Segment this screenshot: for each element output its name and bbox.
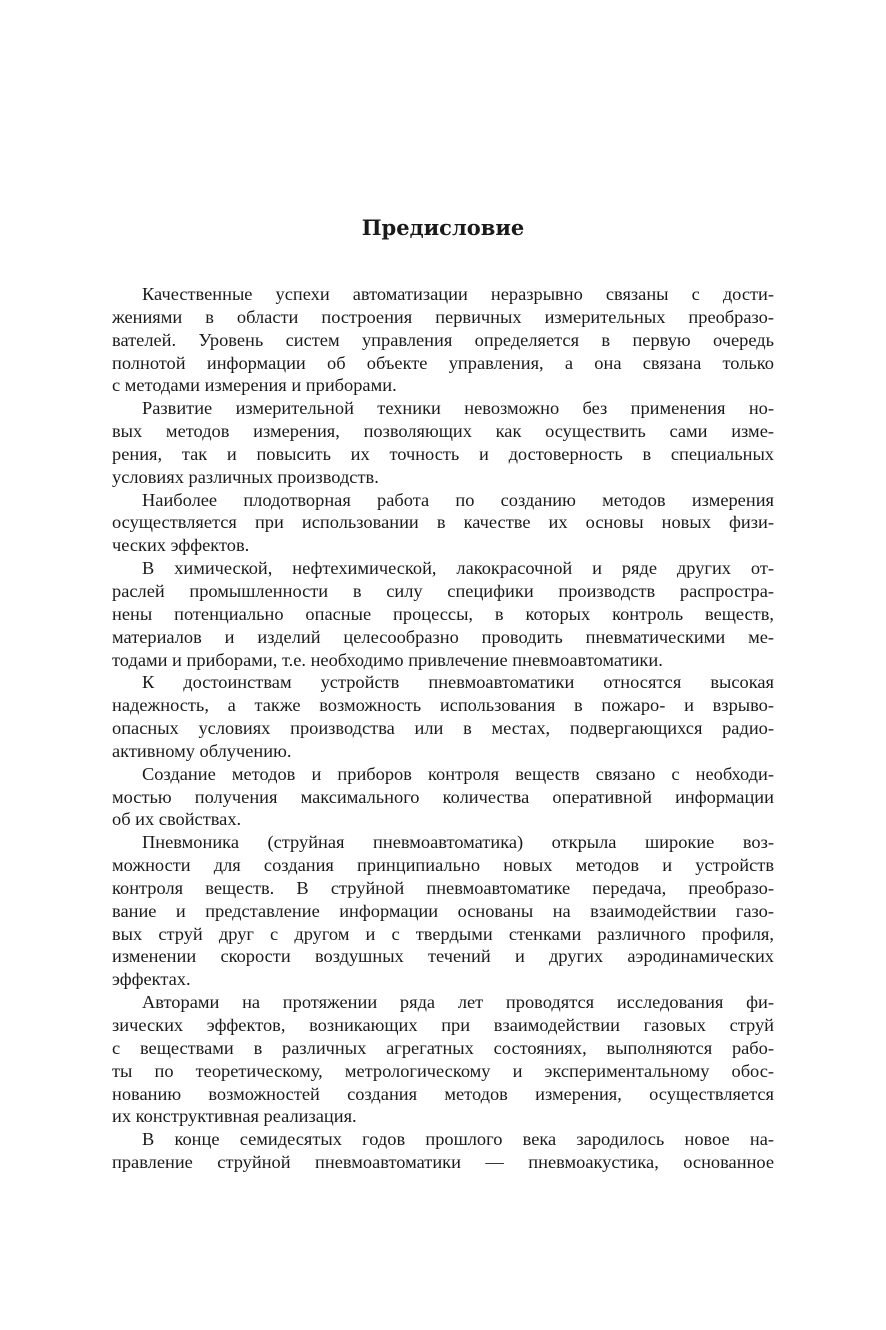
text-line: Развитие измерительной техники невозможно без применения но- [142,398,774,419]
text-line: изменении скорости воздушных течений и других аэродинамических [112,946,774,967]
text-line: материалов и изделий целесообразно проводить пневматическими ме- [112,626,774,647]
text-line: Авторами на протяжении ряда лет проводятся исследования фи- [142,992,774,1013]
text-line: мостью получения максимального количества оперативной информации [112,786,774,807]
text-line: вых методов измерения, позволяющих как осуществить сами изме- [112,421,774,442]
text-line: с методами измерения и приборами. [112,375,397,396]
text-line: зических эффектов, возникающих при взаимодействии газовых струй [112,1015,774,1035]
paragraph [112,991,774,1128]
text-line: их конструктивная реализация. [112,1106,357,1127]
page-title: Предисловие [361,215,525,240]
paragraph [112,1128,774,1174]
paragraph [112,283,774,397]
text-line: тодами и приборами, т.е. необходимо привлечение пневмоавтоматики. [112,649,663,670]
text-line: ты по теоретическому, метрологическому и экспериментальному обос- [112,1060,774,1081]
text-line: вание и представление информации основаны на взаимодействии газо- [112,900,774,921]
text-line: нены потенциально опасные процессы, в которых контроль веществ, [112,603,774,624]
text-line: правление струйной пневмоавтоматики — пневмоакустика, основанное [112,1152,774,1173]
text-line: Качественные успехи автоматизации неразрывно связаны с дости- [142,284,774,304]
paragraph [112,557,774,671]
text-line: рения, так и повысить их точность и достоверность в специальных [112,443,774,464]
text-line: вателей. Уровень систем управления определяется в первую очередь [112,329,774,350]
text-line: ческих эффектов. [112,535,250,556]
text-line: активному облучению. [112,740,292,761]
text-line: раслей промышленности в силу специфики производств распростра- [112,580,774,601]
text-line: В конце семидесятых годов прошлого века зародилось новое на- [142,1129,774,1150]
text-line: Наиболее плодотворная работа по созданию методов измерения [142,489,774,510]
text-line: Создание методов и приборов контроля веществ связано с необходи- [142,763,774,784]
text-line: полнотой информации об объекте управления, а она связана только [112,352,774,373]
text-line: об их свойствах. [112,809,242,830]
paragraph [112,397,774,488]
paragraph [112,831,774,991]
page [112,210,774,1174]
text-line: условиях различных производств. [112,466,379,487]
text-line: осуществляется при использовании в качестве их основы новых физи- [112,512,774,533]
paragraph [112,671,774,762]
text-line: надежность, а также возможность использования в пожаро- и взрыво- [112,695,774,716]
text-line: с веществами в различных агрегатных состояниях, выполняются рабо- [112,1037,774,1058]
text-line: Пневмоника (струйная пневмоавтоматика) открыла широкие воз- [142,832,774,853]
text-line: контроля веществ. В струйной пневмоавтоматике передача, преобразо- [112,877,774,898]
text-line: К достоинствам устройств пневмоавтоматики относятся высокая [142,672,774,693]
text-line: можности для создания принципиально новых методов и устройств [112,855,774,876]
paragraph [112,763,774,832]
text-line: жениями в области построения первичных измерительных преобразо- [112,306,774,327]
text-line: нованию возможностей создания методов измерения, осуществляется [112,1083,774,1104]
text-line: опасных условиях производства или в местах, подвергающихся радио- [112,718,774,739]
body-text [112,283,774,1174]
text-line: вых струй друг с другом и с твердыми стенками различного профиля, [112,923,774,944]
text-line: эффектах. [112,969,191,990]
text-line: В химической, нефтехимической, лакокрасочной и ряде других от- [142,558,774,579]
paragraph [112,489,774,558]
